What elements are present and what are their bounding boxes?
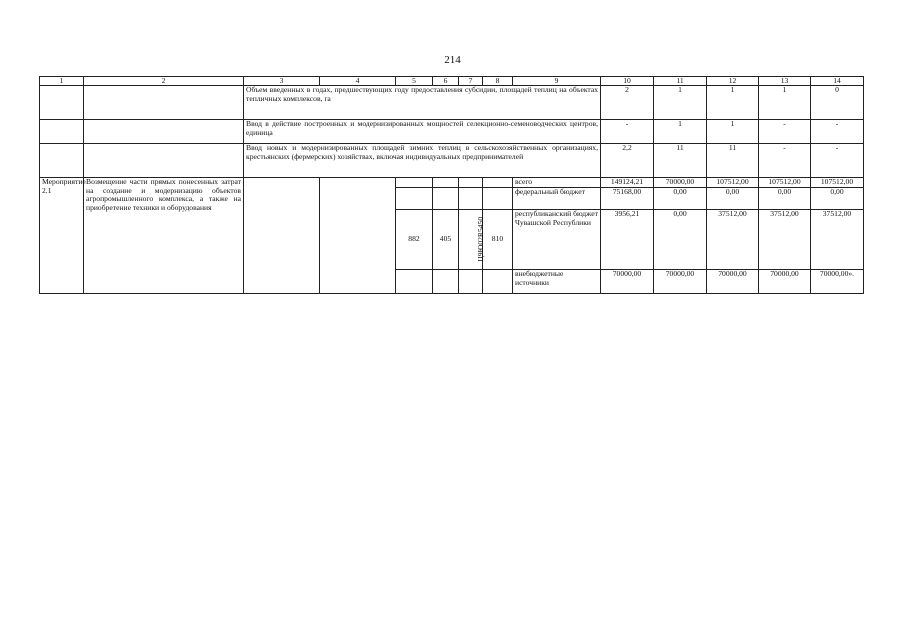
col-header: 4	[320, 77, 396, 86]
measure-name: Возмещение части прямых понесенных затрат на создание и модернизацию объектов агропромышленного комплекса, а также на приобретение техники и оборудования	[84, 178, 244, 294]
empty-cell	[396, 178, 433, 188]
funding-value: 75168,00	[601, 188, 654, 210]
empty-cell	[483, 270, 513, 294]
kbk-col6: 405	[433, 210, 459, 270]
funding-value: 70000,00	[707, 270, 759, 294]
page-number: 214	[444, 54, 461, 66]
empty-cell	[320, 178, 396, 294]
funding-value: 149124,21	[601, 178, 654, 188]
col-header: 5	[396, 77, 433, 86]
empty-cell	[483, 188, 513, 210]
empty-cell	[433, 188, 459, 210]
empty-cell	[459, 188, 483, 210]
funding-value: 107512,00	[759, 178, 811, 188]
empty-cell	[459, 270, 483, 294]
indicator-value: -	[759, 120, 811, 144]
empty-cell	[244, 178, 320, 294]
col-header: 12	[707, 77, 759, 86]
empty-cell	[40, 120, 84, 144]
funding-value: 0,00	[707, 188, 759, 210]
empty-cell	[40, 86, 84, 120]
funding-value: 107512,00	[707, 178, 759, 188]
kbk-col8: 810	[483, 210, 513, 270]
col-header: 11	[654, 77, 707, 86]
col-header: 2	[84, 77, 244, 86]
funding-value: 70000,00	[654, 178, 707, 188]
indicator-value: 1	[707, 86, 759, 120]
funding-value: 70000,00».	[811, 270, 864, 294]
col-header: 13	[759, 77, 811, 86]
indicator-value: 11	[707, 144, 759, 178]
indicator-value: 2,2	[601, 144, 654, 178]
empty-cell	[396, 188, 433, 210]
indicator-row	[40, 86, 864, 120]
funding-source: всего	[513, 178, 601, 188]
col-header: 8	[483, 77, 513, 86]
funding-source: внебюджетные источники	[513, 270, 601, 294]
indicator-value: 1	[654, 120, 707, 144]
empty-cell	[433, 270, 459, 294]
funding-value: 70000,00	[654, 270, 707, 294]
empty-cell	[84, 144, 244, 178]
indicator-text: Объем введенных в годах, предшествующих году предоставления субсидии, площадей теплиц на объектах тепличных комплексов, га	[244, 86, 601, 120]
funding-value: 3956,21	[601, 210, 654, 270]
indicator-value: 1	[654, 86, 707, 120]
indicator-row	[40, 144, 864, 178]
funding-value: 0,00	[654, 210, 707, 270]
indicator-value: 1	[759, 86, 811, 120]
empty-cell	[459, 178, 483, 188]
empty-cell	[40, 144, 84, 178]
funding-value: 0,00	[654, 188, 707, 210]
empty-cell	[84, 86, 244, 120]
funding-source: республиканский бюджет Чувашской Республики	[513, 210, 601, 270]
funding-row	[40, 178, 864, 188]
col-header: 1	[40, 77, 84, 86]
col-header: 3	[244, 77, 320, 86]
indicator-text: Ввод в действие построенных и модернизированных мощностей селекционно-семеноводческих центров, единица	[244, 120, 601, 144]
indicator-value: -	[759, 144, 811, 178]
col-header: 14	[811, 77, 864, 86]
col-header: 7	[459, 77, 483, 86]
funding-value: 0,00	[759, 188, 811, 210]
funding-value: 37512,00	[811, 210, 864, 270]
indicator-value: -	[601, 120, 654, 144]
kbk-col7	[459, 210, 486, 270]
funding-source: федеральный бюджет	[513, 188, 601, 210]
indicator-row	[40, 120, 864, 144]
empty-cell	[84, 120, 244, 144]
funding-value: 0,00	[811, 188, 864, 210]
empty-cell	[396, 270, 433, 294]
funding-value: 37512,00	[759, 210, 811, 270]
indicator-value: 11	[654, 144, 707, 178]
indicator-value: -	[811, 144, 864, 178]
col-header: 9	[513, 77, 601, 86]
col-header: 6	[433, 77, 459, 86]
program-table	[39, 76, 864, 294]
indicator-value: 1	[707, 120, 759, 144]
kbk-col5: 882	[396, 210, 433, 270]
kbk-col7-text: Ц9Ю02R5450	[476, 217, 486, 262]
funding-value: 70000,00	[759, 270, 811, 294]
empty-cell	[433, 178, 459, 188]
col-header: 10	[601, 77, 654, 86]
indicator-value: -	[811, 120, 864, 144]
empty-cell	[483, 178, 513, 188]
indicator-text: Ввод новых и модернизированных площадей зимних теплиц в сельскохозяйственных организациях, крестьянских (фермерских) хозяйствах, включая индивидуальных предпринимателей	[244, 144, 601, 178]
measure-code: Мероприятие 2.1	[40, 178, 84, 294]
funding-value: 107512,00	[811, 178, 864, 188]
funding-value: 37512,00	[707, 210, 759, 270]
funding-value: 70000,00	[601, 270, 654, 294]
indicator-value: 0	[811, 86, 864, 120]
indicator-value: 2	[601, 86, 654, 120]
